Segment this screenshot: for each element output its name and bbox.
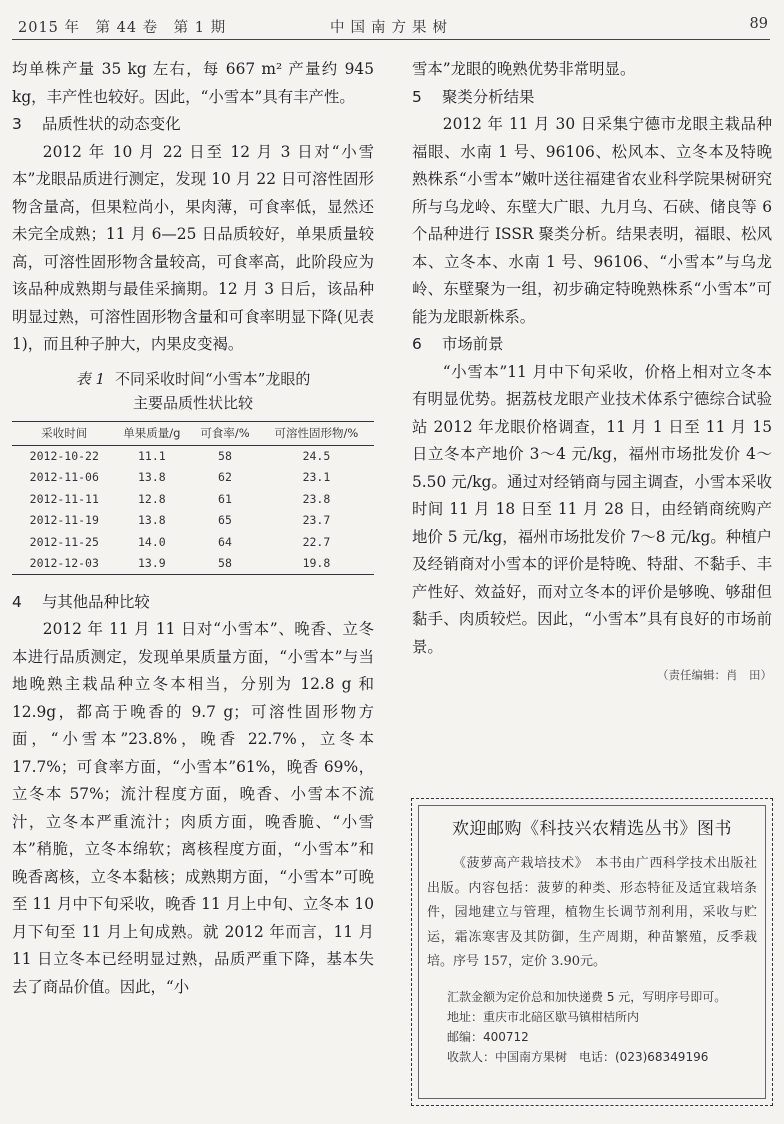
left-column [12, 56, 374, 1001]
section-heading-5 [412, 84, 772, 112]
section-heading-3 [12, 111, 374, 139]
cell-date: 2012-11-19 [29, 513, 99, 528]
paragraph-variety-comparison: 2012 年 11 月 11 日对“小雪本”、晚香、立冬本进行品质测定，发现单果质量方面，“小雪本”与当地晚熟主栽品种立冬本相当，分别为 12.8 g 和 12.9g，都高于晚香的 9.7 g；可溶性固形物方面，“小雪本”23.8%，晚香 22.7%，立冬本 17.7%；可食率方面，“小雪本”61%，晚香 69%，立冬本 57%；流汁程度方面，晚香、小雪本不流汁，立冬本严重流汁；肉质方面，晚香脆、“小雪本”稍脆，立冬本绵软；离核程度方面，“小雪本”和晚香离核，立冬本黏核；成熟期方面，“小雪本”可晚至 11 月中下旬采收，晚香 11 月上中旬、立冬本 10 月下旬至 11 月上旬成熟。就 2012 年而言，11 月 11 日立冬本已经明显过熟，品质严重下降，基本失去了商品价值。因此，“小 [12, 620, 374, 996]
col-header-edible: 可食率/% [200, 426, 250, 440]
section-number: 6 [412, 335, 422, 353]
cell-edible: 65 [218, 513, 232, 528]
paragraph-market-outlook: “小雪本”11 月中下旬采收，价格上相对立冬本有明显优势。据荔枝龙眼产业技术体系宁德综合试验站 2012 年龙眼价格调查，11 月 1 日至 11 月 15 日立冬本产地价 3～4 元/kg，福州市场批发价 4～5.50 元/kg。通过对经销商与园主调查，小雪本采收时间 11 月 18 日至 11 月 28 日，由经销商统购产地价 5 元/kg，福州市场批发价 7～8 元/kg。种植户及经销商对小雪本的评价是特晚、特甜、不黏手、丰产性好、效益好，而对立冬本的评价是够晚、够甜但黏手、肉质较烂。因此，“小雪本”具有良好的市场前景。 [412, 362, 772, 656]
cell-edible: 58 [218, 556, 232, 570]
cell-weight: 12.8 [138, 491, 166, 506]
cell-tss: 19.8 [302, 556, 331, 570]
section-title: 品质性状的动态变化 [42, 115, 181, 133]
section-title: 与其他品种比较 [42, 592, 150, 611]
ad-address: 地址：重庆市北碚区歇马镇柑桔所内 [447, 1009, 640, 1024]
cell-date: 2012-12-03 [29, 556, 99, 570]
book-ad-inner [418, 805, 766, 1099]
cell-weight: 14.0 [138, 534, 166, 549]
table-row [12, 488, 374, 510]
table-row [12, 531, 374, 553]
right-column [412, 56, 772, 683]
cell-tss: 22.7 [302, 534, 331, 549]
paragraph-yield: 均单株产量 35 kg 左右，每 667 m² 产量约 945 kg，丰产性也较好。因此，“小雪本”具有丰产性。 [12, 60, 374, 106]
table-row [12, 445, 374, 467]
cell-weight: 13.9 [138, 556, 166, 570]
table-number: 表 1 [75, 369, 105, 388]
paragraph-continued: 雪本”龙眼的晚熟优势非常明显。 [412, 60, 636, 78]
cell-date: 2012-10-22 [29, 449, 99, 463]
col-header-date: 采收时间 [41, 426, 88, 440]
running-header [12, 10, 770, 40]
paragraph-quality-dynamics: 2012 年 10 月 22 日至 12 月 3 日对“小雪本”龙眼品质进行测定，发现 10 月 22 日可溶性固形物含量高，但果粒尚小，果肉薄，可食率低，显然还未完全成熟；11 月 6—25 日品质较好，单果质量较高，可溶性固形物含量较高，可食率高，此阶段应为该品种成熟期与最佳采摘期。12 月 3 日后，该品种明显过熟，可溶性固形物含量和可食率明显下降(见表 1)，而且种子肿大，内果皮变褐。 [12, 142, 374, 353]
cell-tss: 24.5 [302, 449, 331, 463]
journal-title: 中国南方果树 [330, 20, 453, 36]
table-caption-line2: 主要品质性状比较 [132, 393, 253, 412]
ad-title: 欢迎邮购《科技兴农精选丛书》图书 [452, 819, 732, 839]
ad-postcode: 邮编：400712 [447, 1029, 529, 1044]
section-number: 5 [412, 87, 422, 106]
cell-edible: 58 [218, 449, 232, 463]
cell-date: 2012-11-11 [29, 491, 99, 506]
ad-remit-note: 汇款金额为定价总和加快递费 5 元，写明序号即可。 [447, 989, 727, 1004]
section-number: 3 [12, 115, 22, 133]
section-title: 市场前景 [442, 335, 504, 353]
cell-date: 2012-11-06 [29, 470, 99, 485]
table-caption [12, 367, 374, 415]
ad-body: 《菠萝高产栽培技术》 本书由广西科学技术出版社出版。内容包括：菠萝的种类、形态特征及适宜栽培条件，园地建立与管理，植物生长调节剂利用，采收与贮运，霜冻寒害及其防御，生产周期，种苗繁殖，反季栽培。序号 157，定价 3.90元。 [427, 856, 757, 969]
cell-edible: 62 [218, 470, 232, 485]
section-heading-4 [12, 589, 374, 617]
table-caption-line1: 不同采收时间“小雪本”龙眼的 [114, 369, 311, 388]
ad-order-info [427, 987, 757, 1067]
quality-table [12, 421, 374, 575]
section-number: 4 [12, 592, 22, 611]
journal-issue: 2015 年 第 44 卷 第 1 期 [18, 20, 227, 36]
cell-edible: 61 [218, 491, 232, 506]
table-row [12, 553, 374, 575]
page-number: 89 [749, 16, 768, 32]
cell-tss: 23.1 [302, 470, 331, 485]
col-header-tss: 可溶性固形物/% [274, 426, 359, 440]
section-heading-6 [412, 331, 772, 359]
cell-weight: 13.8 [138, 470, 166, 485]
cell-tss: 23.7 [302, 513, 331, 528]
section-title: 聚类分析结果 [442, 87, 535, 106]
cell-date: 2012-11-25 [29, 534, 99, 549]
cell-weight: 13.8 [138, 513, 166, 528]
cell-tss: 23.8 [302, 491, 331, 506]
responsible-editor: （责任编辑：肖 田） [657, 668, 772, 682]
table-header-row [12, 421, 374, 445]
table-row [12, 510, 374, 532]
table-row [12, 467, 374, 489]
col-header-weight: 单果质量/g [123, 426, 181, 440]
cell-weight: 11.1 [138, 449, 166, 463]
book-ad-box [411, 798, 773, 1106]
cell-edible: 64 [218, 534, 232, 549]
ad-recipient: 收款人：中国南方果树 电话：(023)68349196 [447, 1049, 709, 1064]
paragraph-cluster-analysis: 2012 年 11 月 30 日采集宁德市龙眼主栽品种福眼、水南 1 号、96106、松风本、立冬本及特晚熟株系“小雪本”嫩叶送往福建省农业科学院果树研究所与乌龙岭、东壁大广眼、九月乌、石硖、储良等 6 个品种进行 ISSR 聚类分析。结果表明，福眼、松风本、立冬本、水南 1 号、96106、“小雪本”与乌龙岭、东壁聚为一组，初步确定特晚熟株系“小雪本”可能为龙眼新株系。 [412, 115, 772, 326]
